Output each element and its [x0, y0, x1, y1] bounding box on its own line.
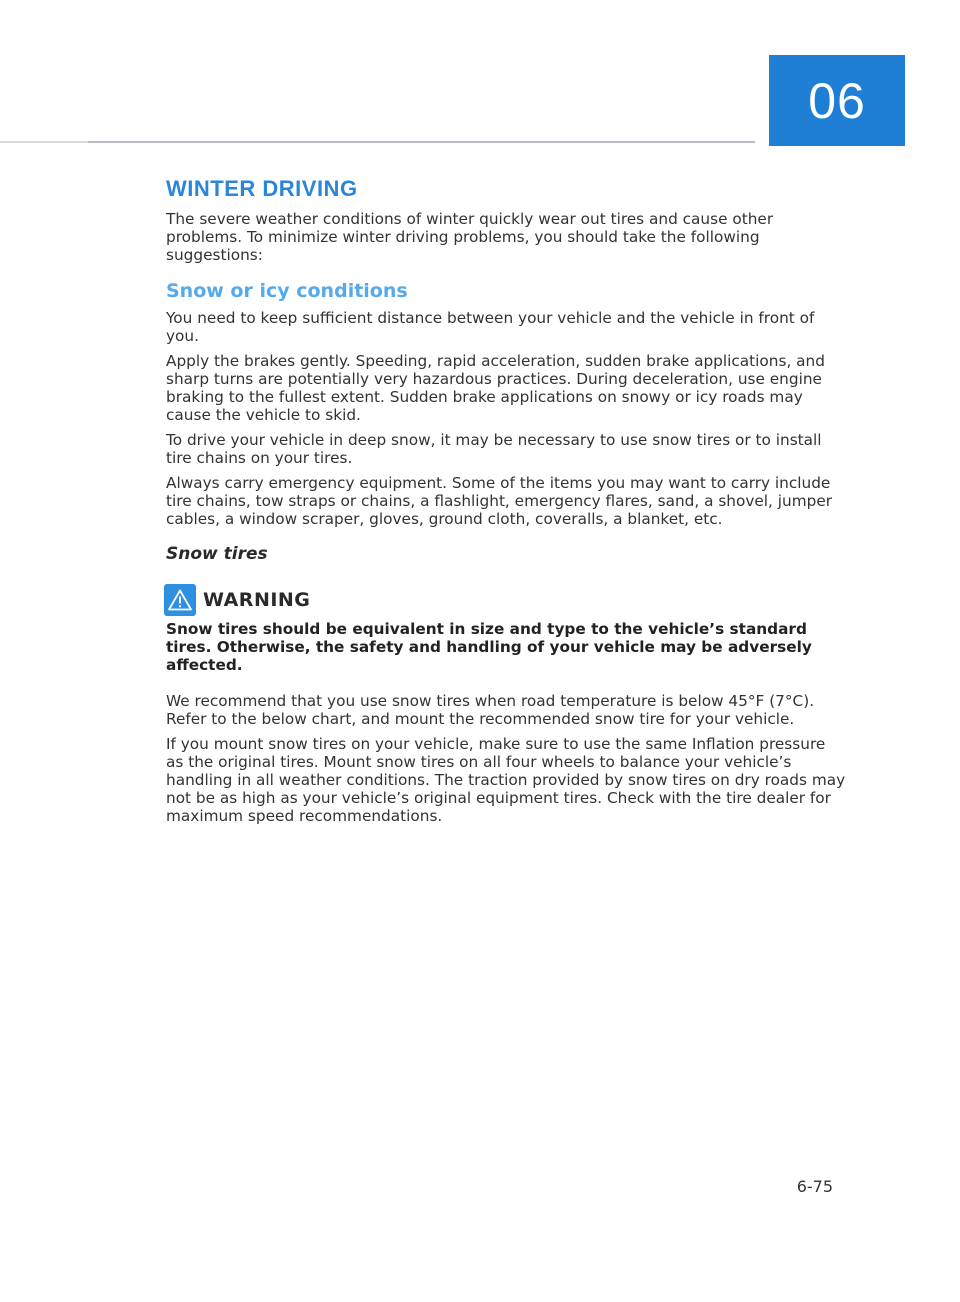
header-rule — [0, 141, 755, 143]
warning-header — [164, 584, 846, 616]
page-content — [166, 176, 846, 832]
paragraph: If you mount snow tires on your vehicle, make sure to use the same Inflation pressure as the original tires. Mount snow tires on all four wheels to balance your vehicle’s handling in all weather conditions. The traction provided by snow tires on dry roads may not be as high as your vehicle’s original equipment tires. Check with the tire dealer for maximum speed recommendations. — [166, 735, 846, 825]
paragraph: Always carry emergency equipment. Some of the items you may want to carry include tire chains, tow straps or chains, a flashlight, emergency flares, sand, a shovel, jumper cables, a window scraper, gloves, ground cloth, coveralls, a blanket, etc. — [166, 474, 833, 528]
warning-label: WARNING — [203, 589, 311, 611]
paragraph: We recommend that you use snow tires when road temperature is below 45°F (7°C). Refer to the below chart, and mount the recommended snow tire for your vehicle. — [166, 692, 815, 728]
section-title: WINTER DRIVING — [166, 176, 358, 201]
paragraph: To drive your vehicle in deep snow, it may be necessary to use snow tires or to install tire chains on your tires. — [166, 431, 822, 467]
subsection-title-snow-tires: Snow tires — [166, 544, 268, 564]
intro-paragraph: The severe weather conditions of winter quickly wear out tires and cause other problems. To minimize winter driving problems, you should take the following suggestions: — [166, 210, 774, 264]
warning-text: Snow tires should be equivalent in size and type to the vehicle’s standard tires. Otherwise, the safety and handling of your vehicle may be adversely affected. — [166, 620, 812, 674]
chapter-number: 06 — [808, 72, 866, 129]
page-number: 6-75 — [796, 1177, 833, 1196]
warning-triangle-icon — [164, 584, 196, 616]
subsection-title-snow-icy: Snow or icy conditions — [166, 280, 408, 302]
paragraph: You need to keep sufficient distance between your vehicle and the vehicle in front of you. — [166, 309, 815, 345]
paragraph: Apply the brakes gently. Speeding, rapid acceleration, sudden brake applications, and sharp turns are potentially very hazardous practices. During deceleration, use engine braking to the fullest extent. Sudden brake applications on snowy or icy roads may cause the vehicle to skid. — [166, 352, 825, 424]
chapter-tab — [769, 55, 905, 146]
